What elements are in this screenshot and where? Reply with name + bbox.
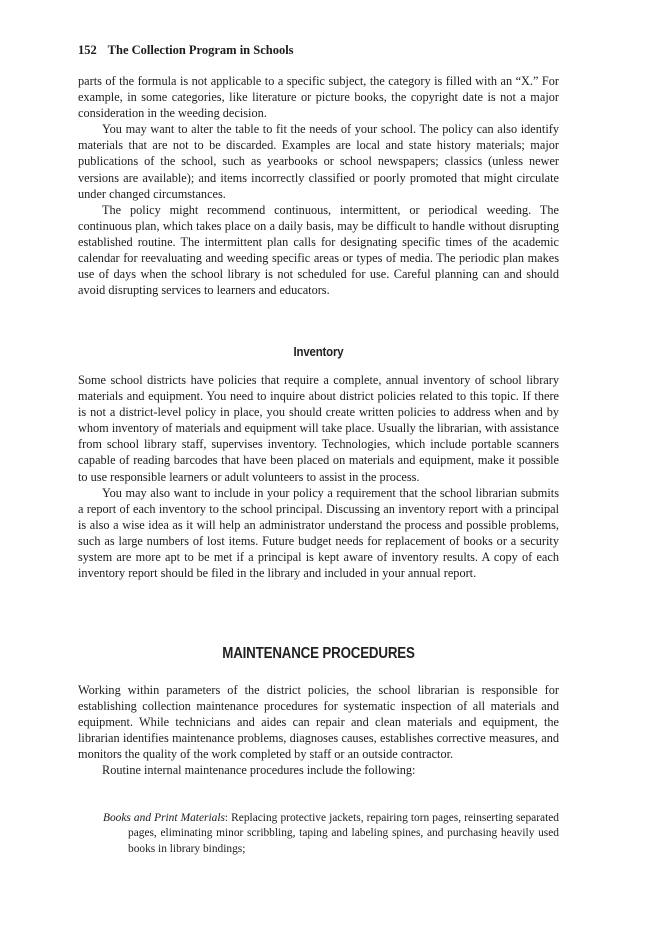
paragraph: Routine internal maintenance procedures include the following: [102,763,416,778]
maintenance-section-text [78,682,559,779]
maintenance-procedures-list [103,811,559,857]
weeding-section-text [78,73,559,298]
paragraph: parts of the formula is not applicable to a specific subject, the category is filled with an “X.” For example, in some categories, like literature or picture books, the copyright date is not a major consideration in the weeding decision. [78,74,559,121]
running-header [78,43,294,58]
paragraph: Working within parameters of the district policies, the school librarian is responsible for establishing collection maintenance procedures for systematic inspection of all materials and equipment. While technicians and aides can repair and clean materials and equipment, the librarian identifies maintenance problems, diagnoses causes, establishes corrective measures, and monitors the quality of the work completed by staff or an outside contractor. [78,683,559,762]
page-number: 152 [78,43,97,57]
list-item-text: : Replacing protective jackets, repairing torn pages, reinserting separated pages, eliminating minor scribbling, taping and labeling spines, and purchasing heavily used books in library bindings; [128,812,559,855]
paragraph: Some school districts have policies that require a complete, annual inventory of school library materials and equipment. You need to inquire about district policies related to this topic. If there is not a district-level policy in place, you should create written policies to address when and by whom inventory of materials and equipment will take place. Usually the librarian, with assistance from school library staff, supervises inventory. Technologies, which include portable scanners capable of reading barcodes that have been placed on materials and equipment, make it possible to use responsible learners or adult volunteers to assist in the process. [78,373,559,484]
list-item [103,811,559,857]
paragraph: You may also want to include in your policy a requirement that the school librarian submits a report of each inventory to the school principal. Discussing an inventory report with a principal is also a wise idea as it will help an administrator understand the process and possible problems, such as large numbers of lost items. Future budget needs for replacement of books or a security system are more apt to be met if a principal is kept aware of inventory results. A copy of each inventory report should be filed in the library and included in your annual report. [78,485,559,581]
section-heading-maintenance: MAINTENANCE PROCEDURES [222,645,415,662]
paragraph: The policy might recommend continuous, intermittent, or periodical weeding. The continuous plan, which takes place on a daily basis, may be difficult to handle without disrupting established routine. The intermittent plan calls for designating specific times of the academic calendar for reevaluating and weeding specific areas or types of media. The periodic plan makes use of days when the school library is not scheduled for use. Careful planning can and should avoid disrupting services to learners and educators. [78,202,559,298]
inventory-section-text [78,372,559,581]
running-title: The Collection Program in Schools [107,43,294,57]
list-item-term: Books and Print Materials [103,812,225,824]
paragraph: You may want to alter the table to fit the needs of your school. The policy can also identify materials that are not to be discarded. Examples are local and state history materials; major publications of the school, such as yearbooks or school newspapers; classics (unless newer versions are available); and items incorrectly classified or poorly promoted that might circulate under changed circumstances. [78,122,559,201]
section-heading-inventory: Inventory [293,344,344,359]
